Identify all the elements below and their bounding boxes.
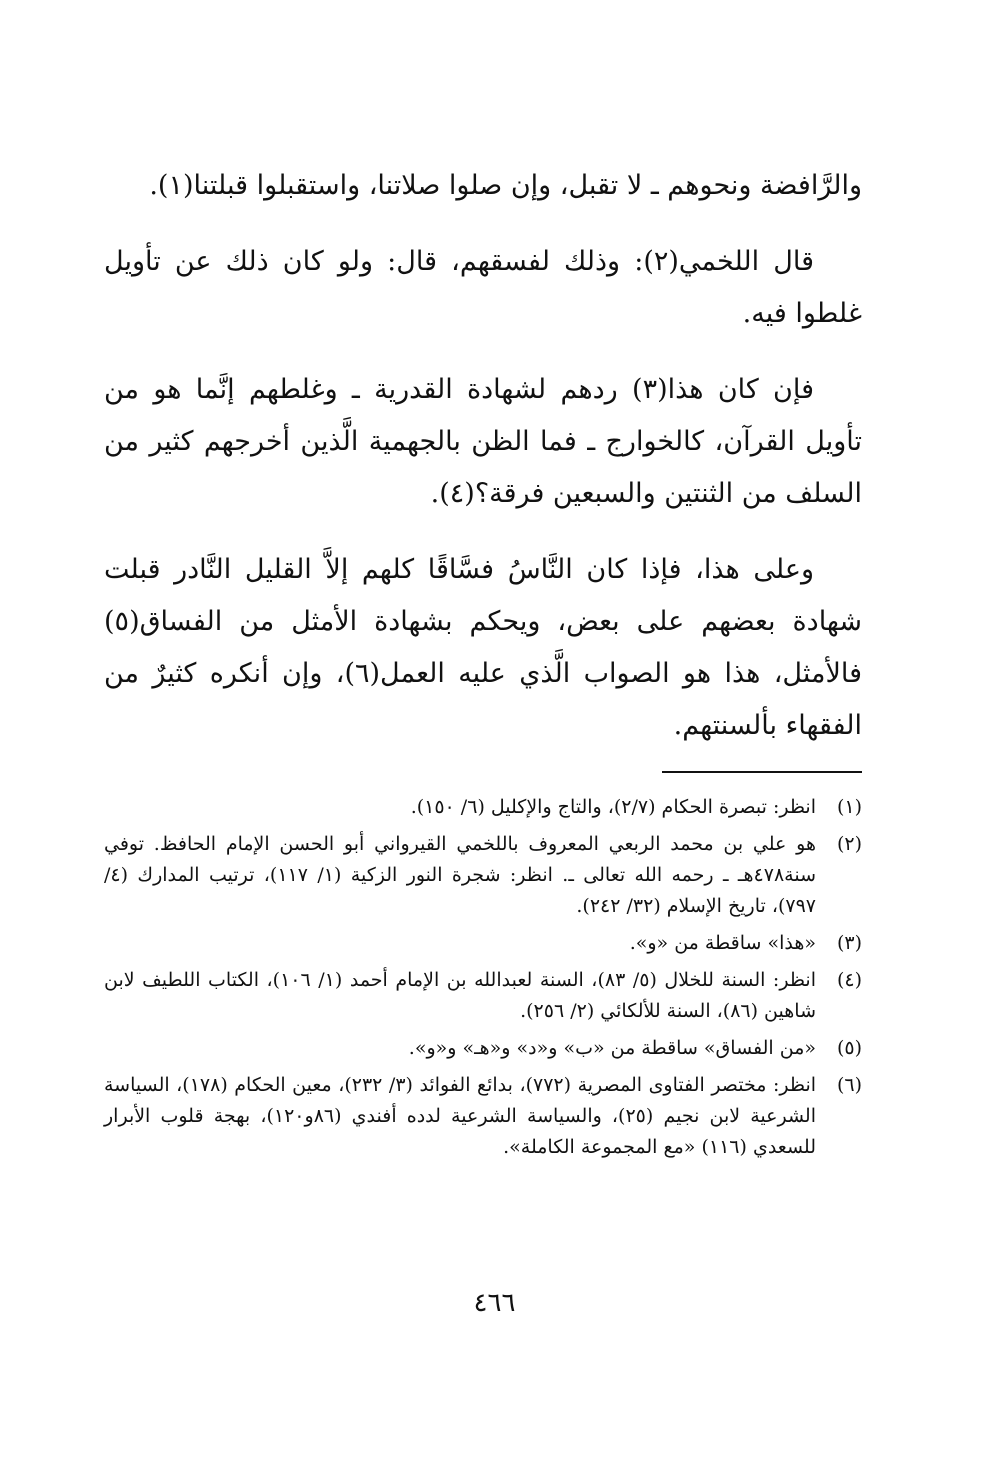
main-text: [104, 160, 862, 776]
footnote-number: (٣): [836, 932, 862, 954]
page-number: ٤٦٦: [473, 1288, 516, 1318]
footnote-text: انظر: تبصرة الحكام (٢/٧)، والتاج والإكليل (٦/ ١٥٠).: [410, 796, 816, 818]
footnote-text: انظر: مختصر الفتاوى المصرية (٧٧٢)، بدائع الفوائد (٣/ ٢٣٢)، معين الحكام (١٧٨)، السياسة الشرعية لابن نجيم (٢٥)، والسياسة الشرعية لدده أفندي (٨٦و١٢٠)، بهجة قلوب الأبرار للسعدي (١١٦) «مع المجموعة الكاملة».: [104, 1074, 817, 1158]
footnote-number: (٤): [836, 969, 862, 991]
footnote: [104, 829, 862, 922]
footnote: [104, 1070, 862, 1163]
footnote-number: (١): [836, 796, 862, 818]
footnotes: [104, 792, 862, 1169]
paragraph: قال اللخمي(٢): وذلك لفسقهم، قال: ولو كان ذلك عن تأويل غلطوا فيه.: [104, 246, 862, 329]
footnote-text: انظر: السنة للخلال (٥/ ٨٣)، السنة لعبدالله بن الإمام أحمد (١/ ١٠٦)، الكتاب اللطيف لابن شاهين (٨٦)، السنة للألكائي (٢/ ٢٥٦).: [104, 969, 816, 1022]
paragraph: وعلى هذا، فإذا كان النَّاسُ فسَّاقًا كلهم إلاَّ القليل النَّادر قبلت شهادة بعضهم على بعض، ويحكم بشهادة الأمثل من الفساق(٥) فالأمثل، هذا هو الصواب الَّذي عليه العمل(٦)، وإن أنكره كثيرٌ من الفقهاء بألسنتهم.: [104, 554, 862, 741]
footnote-number: (٥): [836, 1037, 862, 1059]
footnote-separator: [662, 771, 862, 773]
footnote: [104, 792, 862, 823]
footnote: [104, 965, 862, 1027]
paragraph: فإن كان هذا(٣) ردهم لشهادة القدرية ـ وغلطهم إنَّما هو من تأويل القرآن، كالخوارج ـ فما الظن بالجهمية الَّذين أخرجهم كثير من السلف من الثنتين والسبعين فرقة؟(٤).: [104, 374, 862, 509]
paragraph: والرَّافضة ونحوهم ـ لا تقبل، وإن صلوا صلاتنا، واستقبلوا قبلتنا(١).: [149, 170, 862, 201]
footnote-text: هو علي بن محمد الربعي المعروف باللخمي القيرواني أبو الحسن الإمام الحافظ. توفي سنة٤٧٨هـ ـ رحمه الله تعالى ـ. انظر: شجرة النور الزكية (١/ ١١٧)، ترتيب المدارك (٤/ ٧٩٧)، تاريخ الإسلام (٣٢/ ٢٤٢).: [104, 833, 816, 917]
footnote: [104, 1033, 862, 1064]
footnote: [104, 928, 862, 959]
footnote-number: (٢): [836, 833, 862, 855]
footnote-number: (٦): [836, 1074, 862, 1096]
footnote-text: «هذا» ساقطة من «و».: [629, 932, 816, 954]
footnote-text: «من الفساق» ساقطة من «ب» و«د» و«هـ» و«و».: [408, 1037, 816, 1059]
